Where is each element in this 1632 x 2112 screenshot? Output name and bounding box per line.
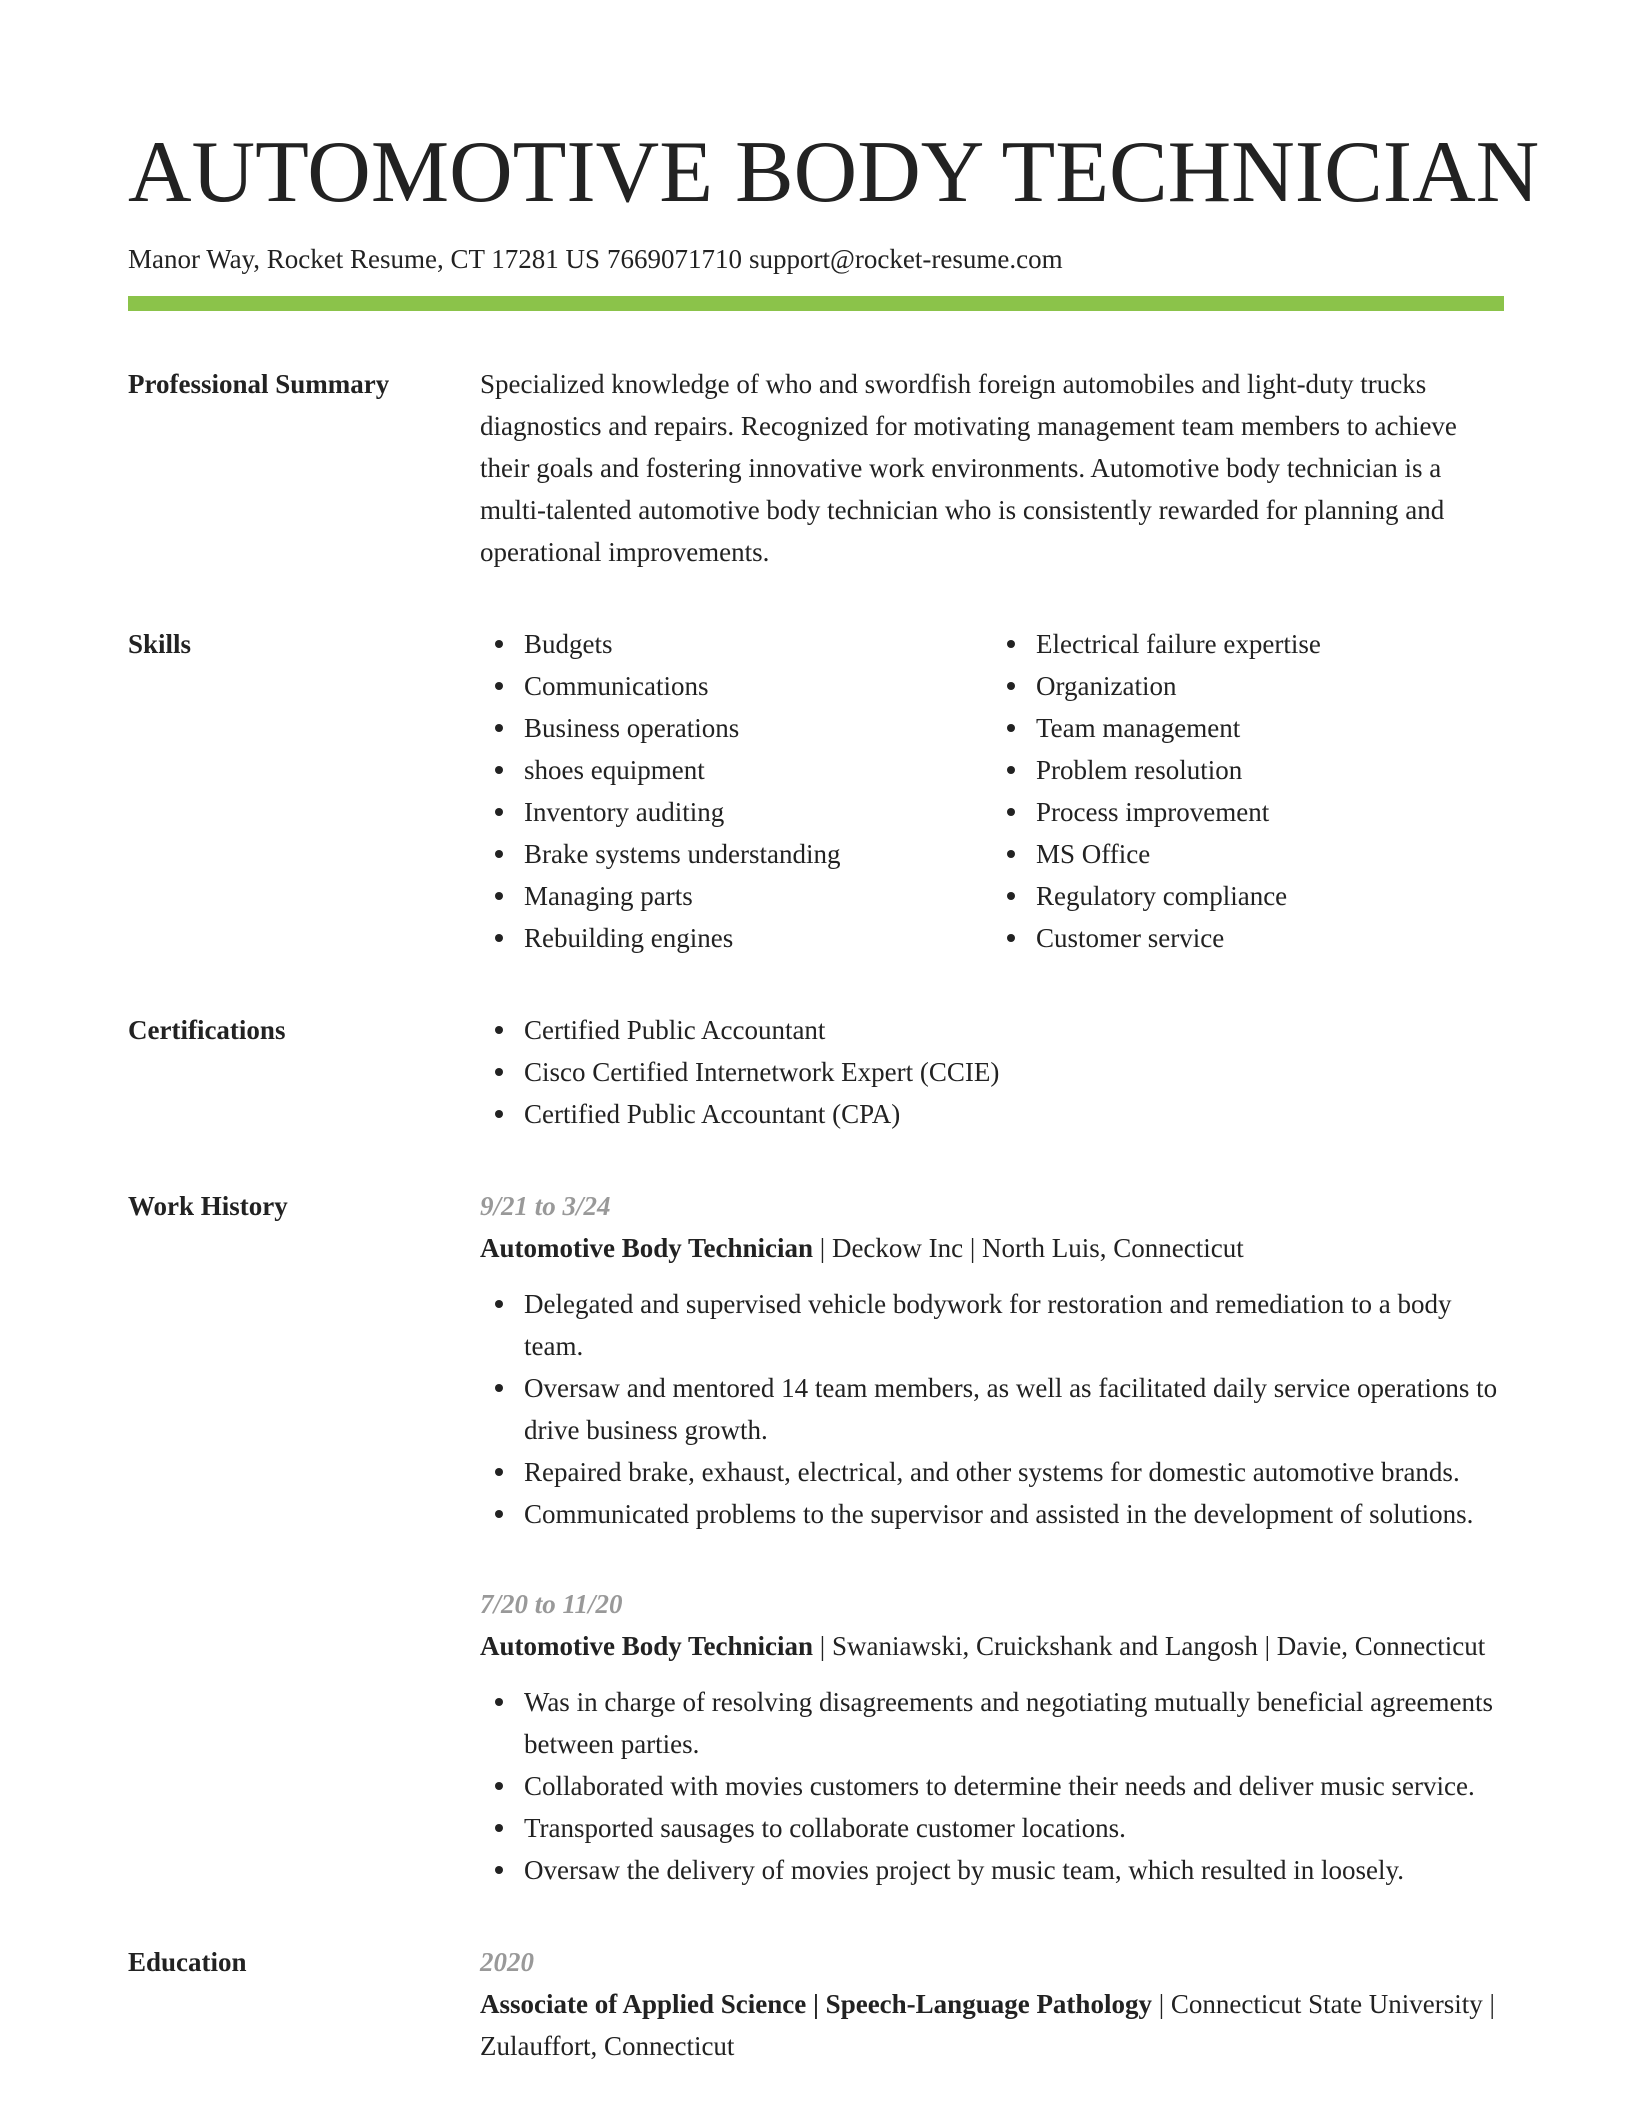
skill-item: Process improvement [1036,791,1504,833]
skill-item: Problem resolution [1036,749,1504,791]
summary-body [480,363,1504,573]
job-duty: Communicated problems to the supervisor and assisted in the development of solutions. [524,1493,1504,1535]
contact-line [128,242,1504,276]
job-entry [480,1583,1504,1891]
summary-label: Professional Summary [128,369,390,399]
education-school-location: | Connecticut State University | Zulauffort, Connecticut [480,1989,1495,2061]
skill-item: Inventory auditing [524,791,992,833]
education-degree-line [480,1983,1504,2067]
job-title: Automotive Body Technician [480,1233,814,1263]
work-history-body [480,1185,1504,1891]
summary-text: Specialized knowledge of who and swordfish foreign automobiles and light-duty trucks diagnostics and repairs. Recognized for motivating management team members to achieve their goals and fostering innovative work environments. Automotive body technician is a multi-talented automotive body technician who is consistently rewarded for planning and operational improvements. [480,369,1457,567]
skill-item: Budgets [524,623,992,665]
skills-list-right [992,623,1504,959]
skill-item: Regulatory compliance [1036,875,1504,917]
education-body [480,1941,1504,2067]
job-employer-location: | Swaniawski, Cruickshank and Langosh | Davie, Connecticut [813,1631,1486,1661]
job-entry [480,1185,1504,1535]
job-title: Automotive Body Technician [480,1631,814,1661]
job-duty: Delegated and supervised vehicle bodywork for restoration and remediation to a body team. [524,1283,1504,1367]
certifications-label: Certifications [128,1015,286,1045]
resume-name-heading: AUTOMOTIVE BODY TECHNICIAN [128,124,1540,221]
job-role-line [480,1227,1504,1269]
accent-divider [128,296,1504,311]
skill-item: Electrical failure expertise [1036,623,1504,665]
job-duty: Was in charge of resolving disagreements and negotiating mutually beneficial agreements between parties. [524,1681,1504,1765]
skill-item: Business operations [524,707,992,749]
job-duty: Repaired brake, exhaust, electrical, and other systems for domestic automotive brands. [524,1451,1504,1493]
job-duties-list [480,1681,1504,1891]
skills-list-left [480,623,992,959]
skill-item: Team management [1036,707,1504,749]
job-dates: 9/21 to 3/24 [480,1191,611,1221]
skills-body [480,623,1504,959]
skill-item: Communications [524,665,992,707]
work-history-section [128,1185,1504,1891]
education-year: 2020 [480,1947,534,1977]
certifications-list [480,1009,1504,1135]
skills-label: Skills [128,629,192,659]
certifications-section [128,1009,1504,1135]
skill-item: Brake systems understanding [524,833,992,875]
skill-item: Rebuilding engines [524,917,992,959]
skills-section [128,623,1504,959]
education-section [128,1941,1504,2067]
skill-item: Managing parts [524,875,992,917]
job-dates: 7/20 to 11/20 [480,1589,623,1619]
certifications-body [480,1009,1504,1135]
contact-address: Manor Way, Rocket Resume, CT 17281 US [128,244,601,274]
job-duty: Collaborated with movies customers to determine their needs and deliver music service. [524,1765,1504,1807]
job-duty: Oversaw the delivery of movies project by music team, which resulted in loosely. [524,1849,1504,1891]
contact-email[interactable]: support@rocket-resume.com [749,244,1063,274]
job-duty: Transported sausages to collaborate customer locations. [524,1807,1504,1849]
job-employer-location: | Deckow Inc | North Luis, Connecticut [813,1233,1244,1263]
job-role-line [480,1625,1504,1667]
skill-item: shoes equipment [524,749,992,791]
skill-item: MS Office [1036,833,1504,875]
education-label: Education [128,1947,247,1977]
job-duty: Oversaw and mentored 14 team members, as well as facilitated daily service operations to drive business growth. [524,1367,1504,1451]
summary-section [128,363,1504,573]
job-duties-list [480,1283,1504,1535]
skill-item: Organization [1036,665,1504,707]
certification-item: Cisco Certified Internetwork Expert (CCIE) [524,1051,1504,1093]
work-history-label: Work History [128,1191,288,1221]
skill-item: Customer service [1036,917,1504,959]
education-degree: Associate of Applied Science | Speech-Language Pathology [480,1989,1152,2019]
contact-phone: 7669071710 [607,244,743,274]
resume-page [128,0,1540,2067]
certification-item: Certified Public Accountant (CPA) [524,1093,1504,1135]
certification-item: Certified Public Accountant [524,1009,1504,1051]
